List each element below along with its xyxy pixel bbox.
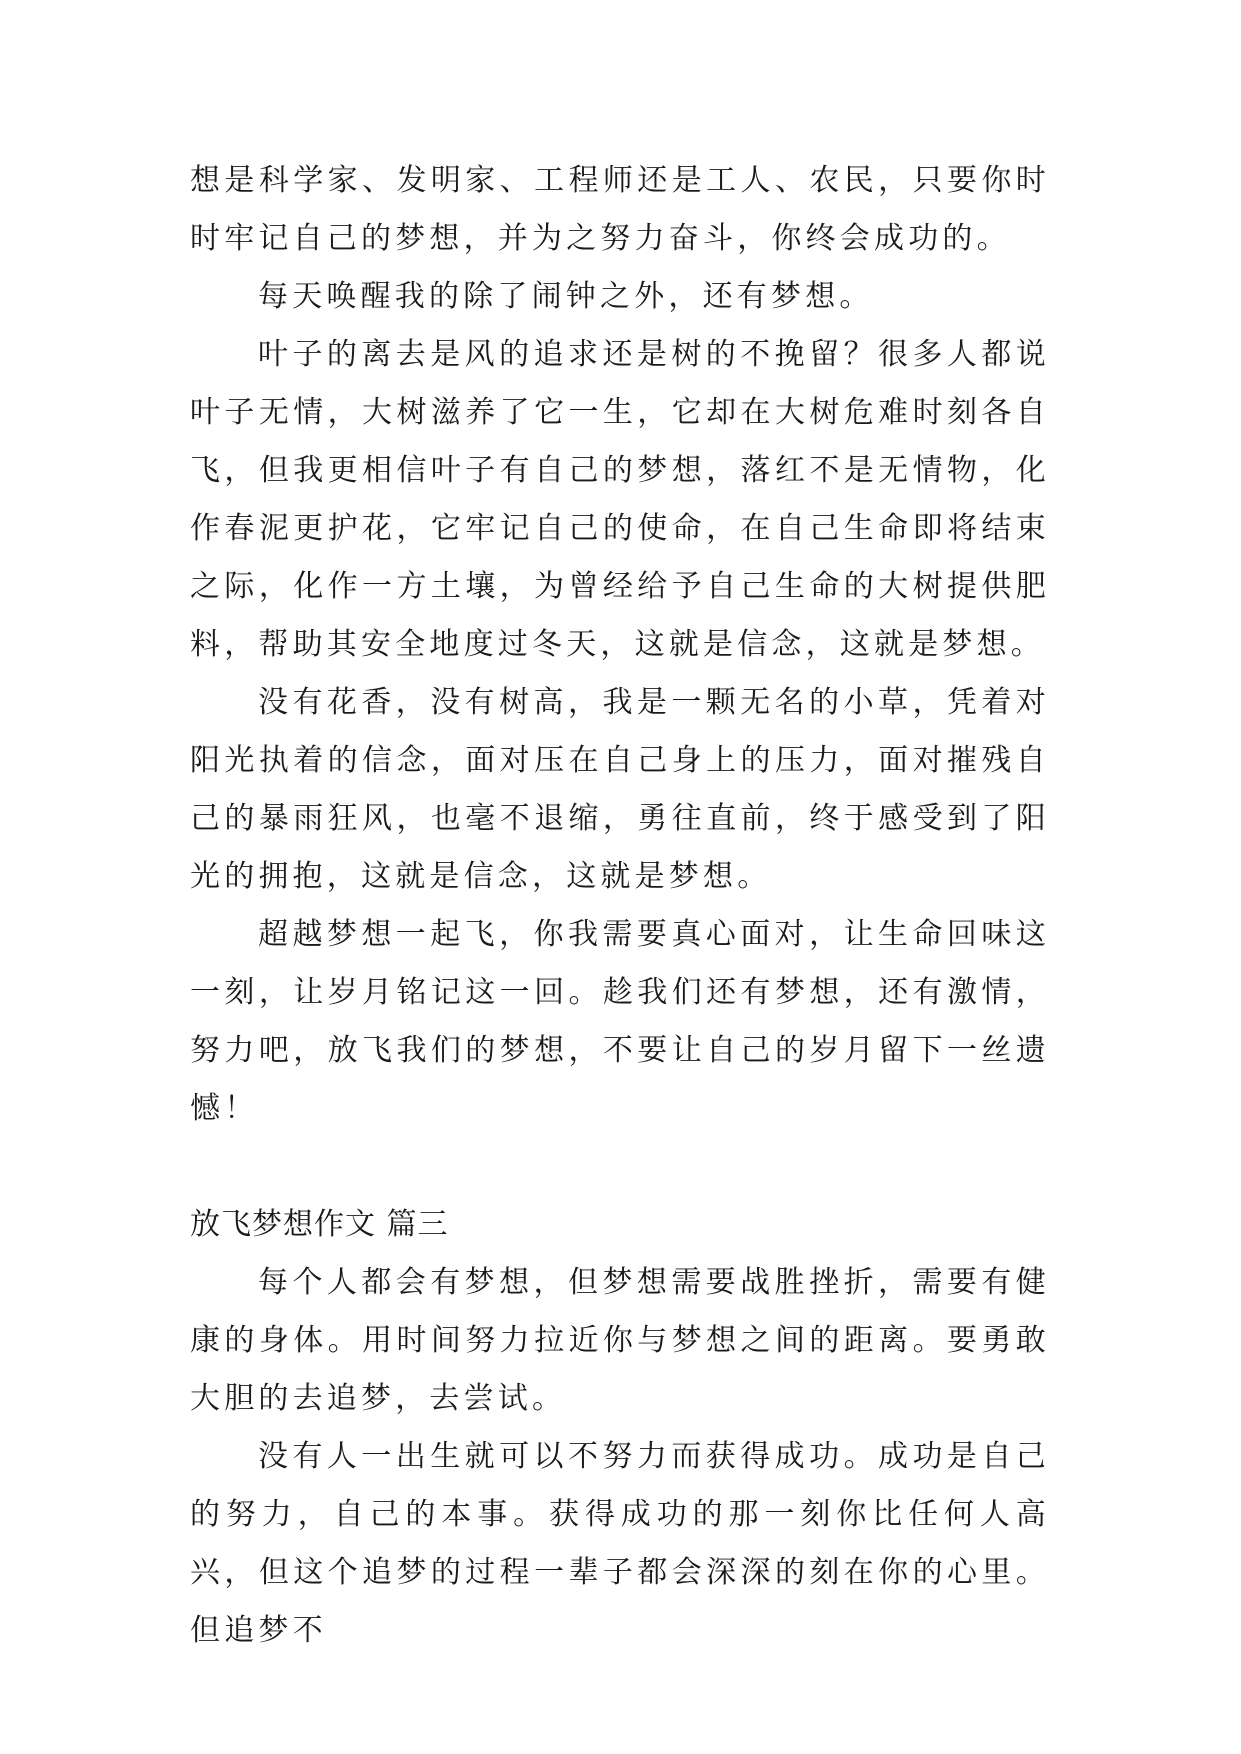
paragraph-1: 想是科学家、发明家、工程师还是工人、农民，只要你时时牢记自己的梦想，并为之努力奋斗，你终会成功的。	[190, 163, 1050, 256]
section-heading: 放飞梦想作文 篇三	[190, 1207, 449, 1242]
paragraph-5: 超越梦想一起飞，你我需要真心面对，让生命回味这一刻，让岁月铭记这一回。趁我们还有梦想，还有激情，努力吧，放飞我们的梦想，不要让自己的岁月留下一丝遗憾！	[190, 917, 1050, 1126]
paragraph-3: 叶子的离去是风的追求还是树的不挽留？很多人都说叶子无情，大树滋养了它一生，它却在大树危难时刻各自飞，但我更相信叶子有自己的梦想，落红不是无情物，化作春泥更护花，它牢记自己的使命，在自己生命即将结束之际，化作一方土壤，为曾经给予自己生命的大树提供肥料，帮助其安全地度过冬天，这就是信念，这就是梦想。	[190, 337, 1050, 662]
section-paragraph-2: 没有人一出生就可以不努力而获得成功。成功是自己的努力，自己的本事。获得成功的那一刻你比任何人高兴，但这个追梦的过程一辈子都会深深的刻在你的心里。但追梦不	[190, 1439, 1050, 1648]
paragraph-2: 每天唤醒我的除了闹钟之外，还有梦想。	[258, 279, 874, 314]
section-paragraph-1: 每个人都会有梦想，但梦想需要战胜挫折，需要有健康的身体。用时间努力拉近你与梦想之间的距离。要勇敢大胆的去追梦，去尝试。	[190, 1265, 1050, 1416]
paragraph-4: 没有花香，没有树高，我是一颗无名的小草，凭着对阳光执着的信念，面对压在自己身上的压力，面对摧残自己的暴雨狂风，也毫不退缩，勇往直前，终于感受到了阳光的拥抱，这就是信念，这就是梦想。	[190, 685, 1050, 894]
document-page	[190, 152, 1050, 1660]
